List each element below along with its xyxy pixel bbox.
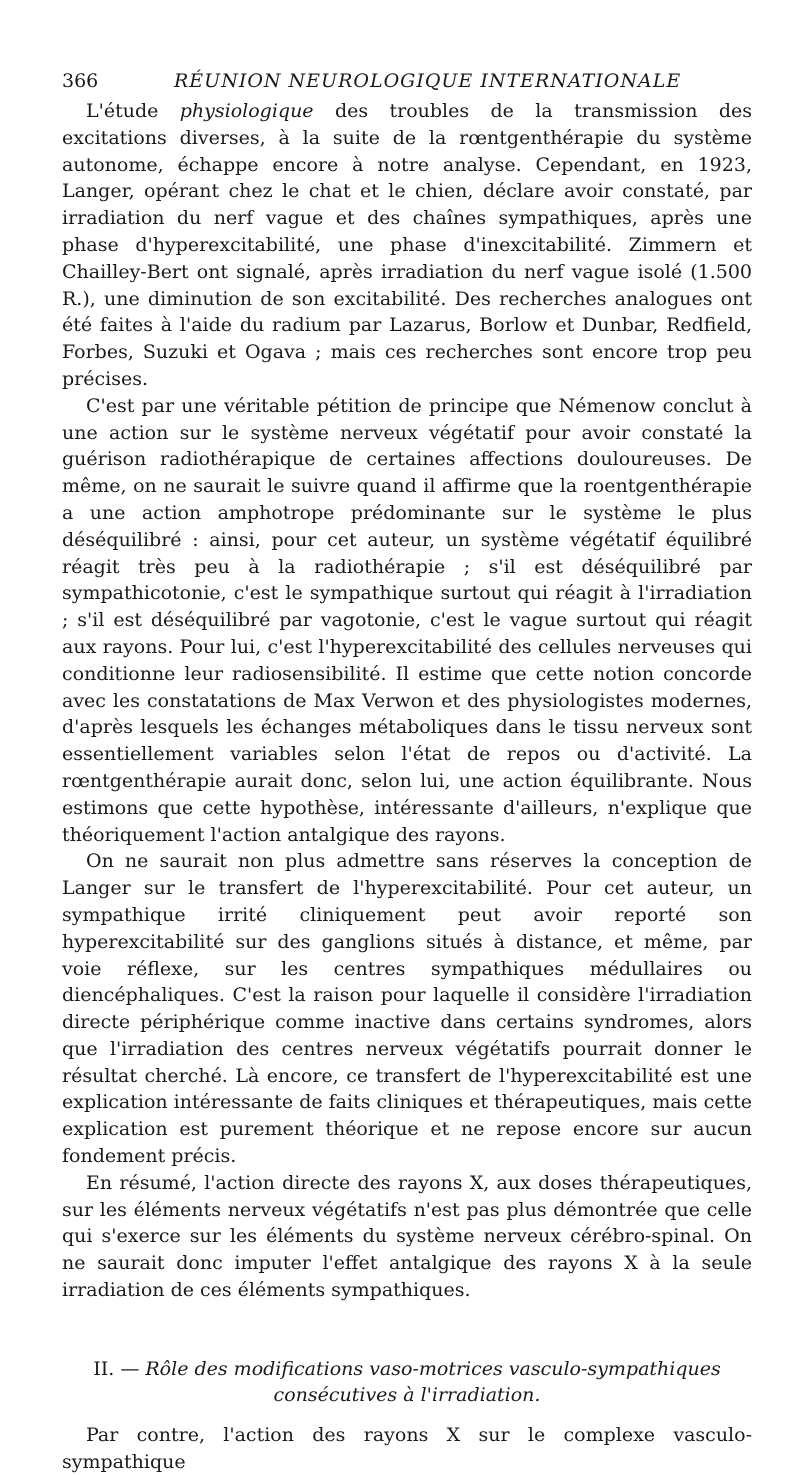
- running-title: RÉUNION NEUROLOGIQUE INTERNATIONALE: [174, 70, 682, 92]
- section-title-part-1: Rôle des modifications vaso-motrices vasculo-sympathiques: [145, 1357, 721, 1380]
- paragraph-1-start: L'étude: [86, 100, 180, 122]
- page-number: 366: [62, 70, 99, 92]
- paragraph-summary: En résumé, l'action directe des rayons X, aux doses thérapeutiques, sur les éléments nerveux végétatifs n'est pas plus démontrée que celle qui s'exerce sur les éléments du système nerveux cérébro-spinal. On ne saurait donc imputer l'effet antalgique des rayons X à la seule irradiation de ces éléments sympathiques.: [62, 1171, 752, 1302]
- paragraph-langer-transfer: On ne saurait non plus admettre sans réserves la conception de Langer sur le transfert de l'hyperexcitabilité. Pour cet auteur, un sympathique irrité cliniquement peut avoir reporté son hyperexcitabilité sur des ganglions situés à distance, et même, par voie réflexe, sur les centres sympathiques médullaires ou diencéphaliques. C'est la raison pour laquelle il considère l'irradiation directe périphérique comme inactive dans certains syndromes, alors que l'irradiation des centres nerveux végétatifs pourrait donner le résultat cherché. Là encore, ce transfert de l'hyperexcitabilité est une explication intéressante de faits cliniques et thérapeutiques, mais cette explication est purement théorique et ne repose encore sur aucun fondement précis.: [62, 850, 752, 1168]
- section-heading-line-1: [62, 1356, 752, 1382]
- section-number: II. —: [93, 1357, 146, 1380]
- paragraph-1-rest: des troubles de la transmission des excitations diverses, à la suite de la rœntgenthérapie du système autonome, échappe encore à notre analyse. Cependant, en 1923, Langer, opérant chez le chat et le chien, déclare avoir constaté, par irradiation du nerf vague et des chaînes sympathiques, après une phase d'hyperexcitabilité, une phase d'inexcitabilité. Zimmern et Chailley-Bert ont signalé, après irradiation du nerf vague isolé (1.500 R.), une diminution de son excitabilité. Des recherches analogues ont été faites à l'aide du radium par Lazarus, Borlow et Dunbar, Redfield, Forbes, Suzuki et Ogava ; mais ces recherches sont encore trop peu précises.: [62, 100, 752, 390]
- body-text: [62, 98, 752, 1475]
- section-title-part-2: consécutives à l'irradiation.: [273, 1383, 541, 1406]
- paragraph-closing: Par contre, l'action des rayons X sur le complexe vasculo-sympathique: [62, 1423, 752, 1473]
- italic-term-physiologique: physiologique: [179, 100, 314, 122]
- paragraph-physiologic-study: [62, 98, 752, 393]
- paragraph-nemenow: C'est par une véritable pétition de principe que Némenow conclut à une action sur le système nerveux végétatif pour avoir constaté la guérison radiothérapique de certaines affections douloureuses. De même, on ne saurait le suivre quand il affirme que la roentgenthérapie a une action amphotrope prédominante sur le système le plus déséquilibré : ainsi, pour cet auteur, un système végétatif équilibré réagit très peu à la radiothérapie ; s'il est déséquilibré par sympathicotonie, c'est le sympathique surtout qui réagit à l'irradiation ; s'il est déséquilibré par vagotonie, c'est le vague surtout qui réagit aux rayons. Pour lui, c'est l'hyperexcitabilité des cellules nerveuses qui conditionne leur radiosensibilité. Il estime que cette notion concorde avec les constatations de Max Verwon et des physiologistes modernes, d'après lesquels les échanges métaboliques dans le tissu nerveux sont essentiellement variables selon l'état de repos ou d'activité. La rœntgenthérapie aurait donc, selon lui, une action équilibrante. Nous estimons que cette hypothèse, intéressante d'ailleurs, n'explique que théoriquement l'action antalgique des rayons.: [62, 394, 752, 846]
- section-heading: [62, 1356, 752, 1408]
- running-header: [62, 66, 752, 96]
